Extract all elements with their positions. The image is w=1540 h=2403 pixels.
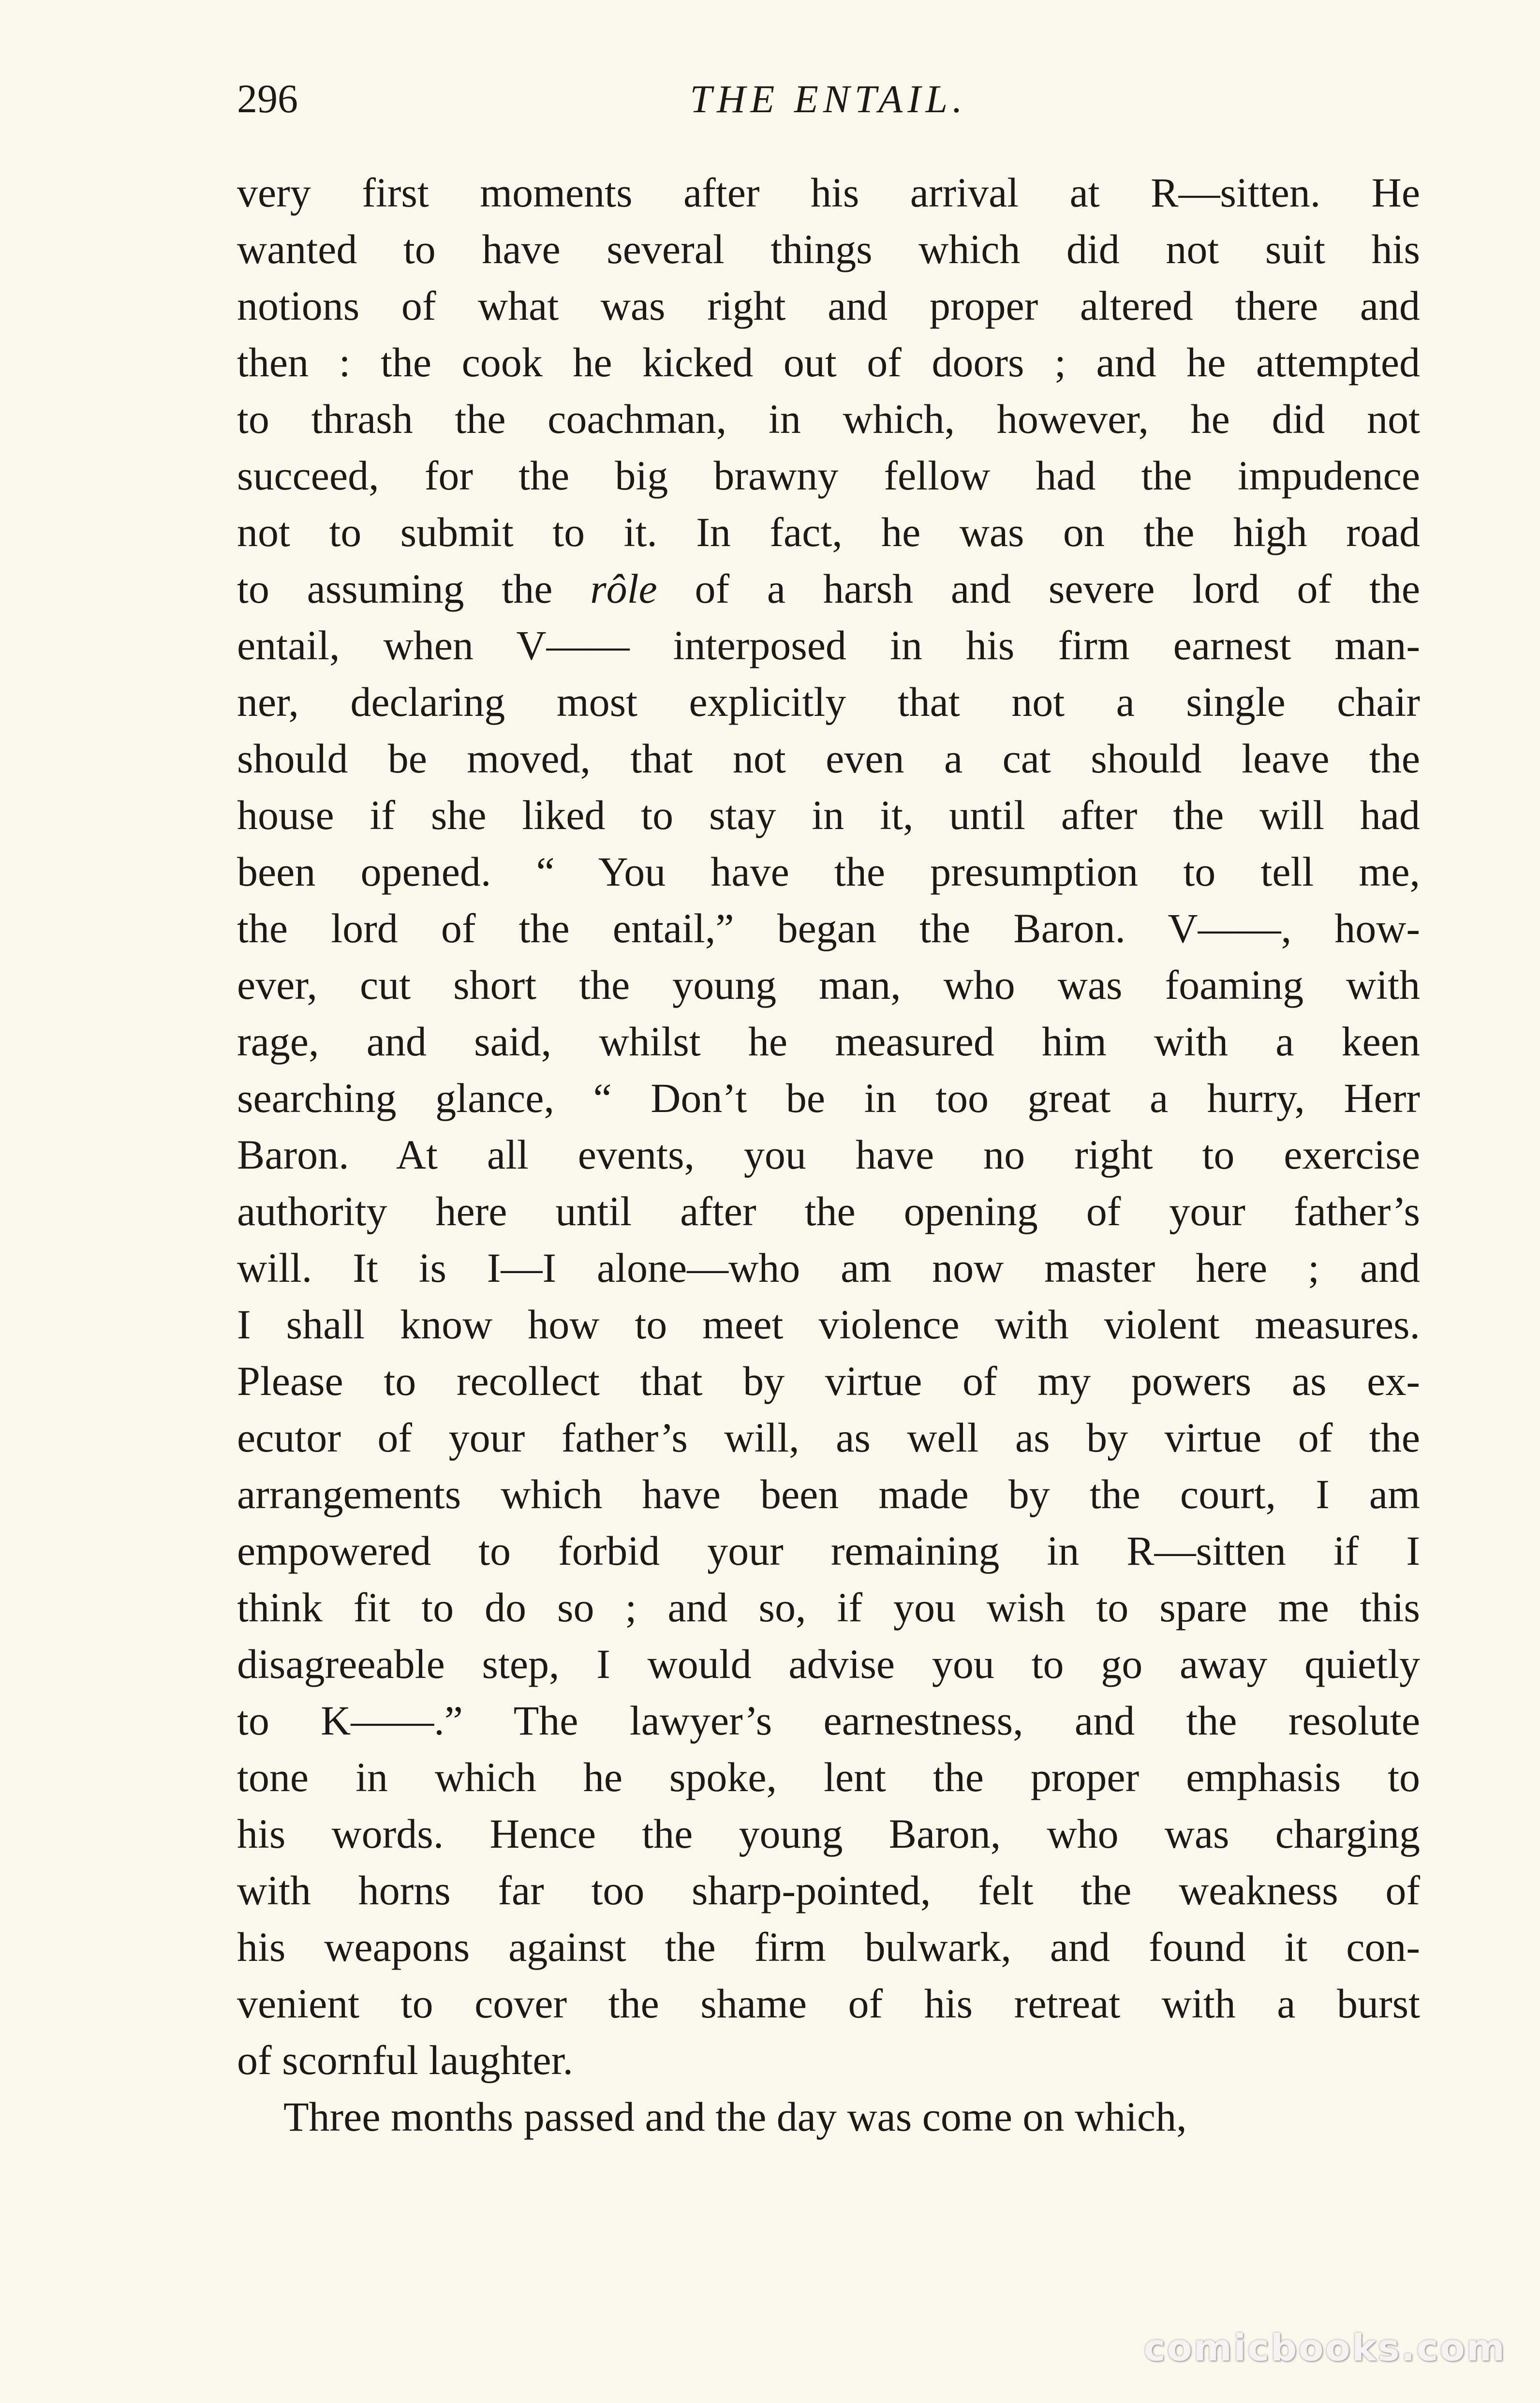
text-line: Three months passed and the day was come on which, <box>283 2093 1187 2140</box>
paragraph-2 <box>237 2089 1420 2145</box>
text-line: notions of what was right and proper altered there and <box>237 282 1420 329</box>
text-line: to thrash the coachman, in which, however, he did not <box>237 396 1420 442</box>
body-text <box>237 164 1420 2145</box>
text-line: Baron. At all events, you have no right to exercise <box>237 1131 1420 1178</box>
text-line: rage, and said, whilst he measured him with a keen <box>237 1018 1420 1065</box>
text-line: then : the cook he kicked out of doors ; and he attempted <box>237 339 1420 386</box>
text-line: I shall know how to meet violence with violent measures. <box>237 1301 1420 1348</box>
text-line: not to submit to it. In fact, he was on the high road <box>237 509 1420 555</box>
text-line: empowered to forbid your remaining in R—sitten if I <box>237 1528 1420 1574</box>
page-number: 296 <box>237 76 298 121</box>
text-line: ever, cut short the young man, who was foaming with <box>237 962 1420 1008</box>
text-line: will. It is I—I alone—who am now master here ; and <box>237 1245 1420 1291</box>
text-line: entail, when V—— interposed in his firm earnest man- <box>237 622 1420 668</box>
text-line-with-italic <box>237 561 1420 617</box>
text-line: wanted to have several things which did not suit his <box>237 226 1420 272</box>
text-line: been opened. “ You have the presumption to tell me, <box>237 848 1420 895</box>
text-line: the lord of the entail,” began the Baron. V——, how- <box>237 905 1420 951</box>
text-line: venient to cover the shame of his retreat with a burst <box>237 1980 1420 2027</box>
text-line: arrangements which have been made by the court, I am <box>237 1471 1420 1517</box>
text-line: ner, declaring most explicitly that not a single chair <box>237 679 1420 725</box>
running-title: THE ENTAIL. <box>690 77 967 121</box>
text-line: very first moments after his arrival at R—sitten. He <box>237 169 1420 216</box>
running-head <box>237 68 1420 131</box>
italic-word: rôle <box>590 565 657 612</box>
text-line: searching glance, “ Don’t be in too great a hurry, Herr <box>237 1075 1420 1121</box>
text-line: think fit to do so ; and so, if you wish to spare me this <box>237 1584 1420 1631</box>
text-line: house if she liked to stay in it, until after the will had <box>237 792 1420 838</box>
text-line: his words. Hence the young Baron, who was charging <box>237 1810 1420 1857</box>
text-line: authority here until after the opening of your father’s <box>237 1188 1420 1234</box>
text-line: with horns far too sharp-pointed, felt the weakness of <box>237 1867 1420 1914</box>
text-line: ecutor of your father’s will, as well as by virtue of the <box>237 1414 1420 1461</box>
text-line: to K——.” The lawyer’s earnestness, and the resolute <box>237 1697 1420 1744</box>
text-line: tone in which he spoke, lent the proper emphasis to <box>237 1754 1420 1800</box>
text-line: succeed, for the big brawny fellow had the impudence <box>237 452 1420 499</box>
text-line: of scornful laughter. <box>237 2037 573 2083</box>
text-segment: to assuming the <box>237 565 553 612</box>
text-line: disagreeable step, I would advise you to go away quietly <box>237 1641 1420 1687</box>
text-line: his weapons against the firm bulwark, and found it con- <box>237 1924 1420 1970</box>
watermark-logo: comicbooks.com <box>1143 2326 1506 2369</box>
text-segment: of a harsh and severe lord of the <box>657 565 1421 612</box>
text-line: Please to recollect that by virtue of my powers as ex- <box>237 1358 1420 1404</box>
paragraph-1 <box>237 164 1420 2089</box>
text-line: should be moved, that not even a cat should leave the <box>237 735 1420 782</box>
